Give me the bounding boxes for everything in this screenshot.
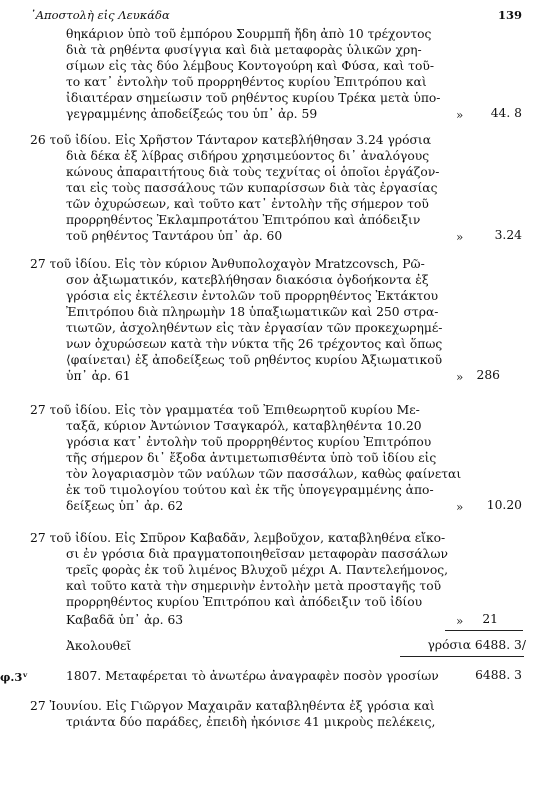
amount: 21 (482, 612, 498, 626)
amount: 44. 8 (490, 106, 522, 120)
text-line: 27 τοῦ ἰδίου. Εἰς τὸν κύριον Ἀνθυπολοχαγὸν Mratzcovsch, Ρῶ- (30, 257, 425, 271)
text-line: τὸν λογαριασμὸν τῶν ναύλων τῶν πασσάλων, καθὼς φαίνεται (66, 467, 462, 481)
text-line: 27 τοῦ ἰδίου. Εἰς τὸν γραμματέα τοῦ Ἐπιθεωρητοῦ κυρίου Με- (30, 403, 420, 417)
running-head: ᾽Αποστολὴ εἰς Λευκάδα (30, 8, 170, 22)
page-number: 139 (497, 8, 522, 22)
text-line: διὰ τὰ ρηθέντα φυσίγγια καὶ διὰ μεταφορὰς ὑλικῶν χρη- (66, 43, 422, 57)
text-line: 27 τοῦ ἰδίου. Εἰς Σπῦρον Καβαδᾶν, λεμβοῦχον, καταβληθένα εἴκο- (30, 531, 446, 545)
text-line: ἐκ τοῦ τιμολογίου τούτου καὶ ἐκ τῆς ὑπογεγραμμένης ἀπο- (66, 483, 434, 497)
text-line: κώνους ἀπαραιτήτους διὰ τοὺς τεχνίτας οἱ ὁποῖοι ἐργάζον- (66, 165, 440, 179)
carry-label: Ἀκολουθεῖ (66, 639, 132, 653)
text-line: γρόσια κατ᾽ ἐντολὴν τοῦ προρρηθέντος κυρίου Ἐπιτρόπου (66, 435, 432, 449)
amount-marker: » (456, 370, 464, 384)
text-line: τριάντα δύο παράδες, ἐπειδὴ ἠκόνισε 41 μικροὺς πελέκεις, (66, 715, 436, 729)
amount-marker: » (456, 500, 464, 514)
text-line: προρρηθέντος κυρίου Ἐπιτρόπου καὶ ἀπόδειξιν τοῦ ἰδίου (66, 595, 423, 609)
amount-marker: » (456, 614, 464, 628)
text-line: νων ὀχυρώσεων κατὰ τὴν νύκτα τῆς 26 τρέχοντος καὶ ὅπως (66, 337, 443, 351)
transfer-amount: 6488. 3 (475, 668, 522, 682)
text-line: γρόσια εἰς ἐκτέλεσιν ἐντολῶν τοῦ προρρηθέντος Ἐκτάκτου (66, 289, 439, 303)
text-line: ⟨φαίνεται⟩ ἐξ ἀποδείξεως τοῦ ρηθέντος κυρίου Ἀξιωματικοῦ (66, 353, 443, 367)
text-line: τρεῖς φορὰς ἐκ τοῦ λιμένος Βλυχοῦ μέχρι Α. Παντελεήμονος, (66, 563, 449, 577)
text-line: τοῦ ρηθέντος Ταντάρου ὑπ᾽ ἀρ. 60 (66, 229, 283, 243)
transfer-text: 1807. Μεταφέρεται τὸ ἀνωτέρω ἀναγραφὲν ποσὸν γροσίων (66, 669, 439, 683)
text-line: 27 Ἰουνίου. Εἰς Γιῶργον Μαχαιρᾶν καταβληθέντα ἐξ γρόσια καὶ (30, 699, 435, 713)
text-line: Καβαδᾶ ὑπ᾽ ἀρ. 63 (66, 613, 184, 627)
text-line: Ἐπιτρόπου διὰ πληρωμὴν 18 ὑπαξιωματικῶν καὶ 250 στρα- (66, 305, 439, 319)
text-line: δείξεως ὑπ᾽ ἀρ. 62 (66, 499, 184, 513)
amount: 286 (476, 368, 500, 382)
total-rule (400, 656, 524, 657)
carry-total: γρόσια 6488. 3/ (427, 638, 526, 652)
text-line: ταξᾶ, κύριον Ἀντώνιον Τσαγκαρόλ, καταβληθέντα 10.20 (66, 419, 422, 433)
text-line: τῆς σήμερον δι᾽ ἔξοδα ἀντιμετωπισθέντα ὑπὸ τοῦ ἰδίου εἰς (66, 451, 437, 465)
amount-marker: » (456, 108, 464, 122)
text-line: 26 τοῦ ἰδίου. Εἰς Χρῆστον Τάνταρον κατεβλήθησαν 3.24 γρόσια (30, 133, 431, 147)
text-line: σίμων εἰς τὰς δύο λέμβους Κοντογούρη καὶ Φύσα, καὶ τοῦ- (66, 59, 434, 73)
text-line: το κατ᾽ ἐντολὴν τοῦ προρρηθέντος κυρίου Ἐπιτρόπου καὶ (66, 75, 427, 89)
text-line: θηκάριον ὑπὸ τοῦ ἐμπόρου Σουρμπῆ ἤδη ἀπὸ 10 τρέχοντος (66, 27, 432, 41)
text-line: τῶν ὀχυρώσεων, καὶ τοῦτο κατ᾽ ἐντολὴν τῆς σήμερον τοῦ (66, 197, 429, 211)
text-line: σον ἀξιωματικόν, κατεβλήθησαν διακόσια ὀγδοήκοντα ἐξ (66, 273, 429, 287)
text-line: προρρηθέντος Ἐκλαμπροτάτου Ἐπιτρόπου καὶ ἀπόδειξιν (66, 213, 421, 227)
text-line: ται εἰς τοὺς πασσάλους τῶν κυπαρίσσων διὰ τὰς ἐργασίας (66, 181, 438, 195)
text-line: καὶ τοῦτο κατὰ τὴν σημερινὴν ἐντολὴν μετὰ προσταγῆς τοῦ (66, 579, 442, 593)
text-line: διὰ δέκα ἐξ λίβρας σιδήρου χρησιμεύοντος δι᾽ ἀναλόγους (66, 149, 430, 163)
amount: 10.20 (486, 498, 522, 512)
text-line: γεγραμμένης ἀποδείξεώς του ὑπ᾽ ἀρ. 59 (66, 107, 318, 121)
text-line: τιωτῶν, ἀσχοληθέντων εἰς τὰν ἐργασίαν τῶν προκεχωρημέ- (66, 321, 443, 335)
amount-marker: » (456, 230, 464, 244)
text-line: σι ἐν γρόσια διὰ πραγματοποιηθεῖσαν μεταφορὰν πασσάλων (66, 547, 448, 561)
margin-folio-note: φ.3ᵛ (0, 670, 29, 684)
text-line: ὑπ᾽ ἀρ. 61 (66, 369, 131, 383)
total-rule (445, 630, 523, 631)
amount: 3.24 (494, 228, 522, 242)
text-line: ἰδιαιτέραν σημείωσιν τοῦ ρηθέντος κυρίου Τρέκα μετὰ ὑπο- (66, 91, 441, 105)
